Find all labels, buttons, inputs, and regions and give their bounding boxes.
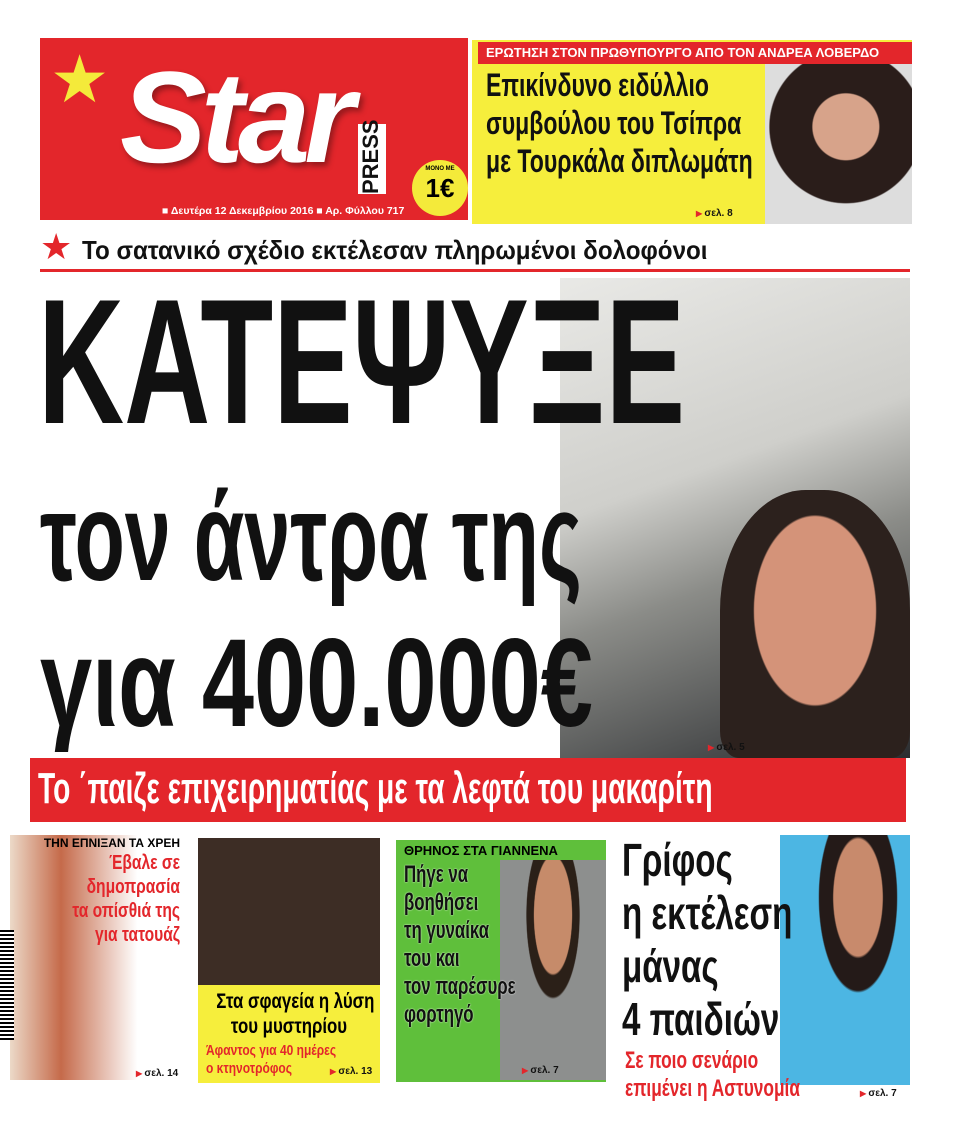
story-page-ref: ▶ σελ. 7 <box>860 1088 897 1100</box>
teaser-line: με Τουρκάλα διπλωμάτη <box>486 143 753 179</box>
story-headline-line: μάνας <box>622 940 719 992</box>
lead-page-ref: ▶ σελ. 5 <box>708 742 745 754</box>
story-page-ref: ▶ σελ. 14 <box>136 1068 178 1080</box>
story-kicker: ΤΗΝ ΕΠΝΙΞΑΝ ΤΑ ΧΡΕΗ <box>43 836 180 850</box>
barcode <box>0 930 14 1040</box>
subhead-banner <box>30 758 906 822</box>
story-headline-line: φορτηγό <box>404 1001 474 1028</box>
story-headline-line: Γρίφος <box>622 834 733 886</box>
story-subhead <box>206 1042 345 1078</box>
headline-line-2: τον άντρα της <box>40 468 582 607</box>
teaser-photo <box>765 62 912 224</box>
story-subhead-line: επιμένει η Αστυνομία <box>625 1075 800 1102</box>
teaser-line: συμβούλου του Τσίπρα <box>486 105 742 141</box>
story-1 <box>30 836 180 947</box>
story-headline <box>622 834 792 1046</box>
story-subhead-line: ο κτηνοτρόφος <box>206 1060 292 1077</box>
teaser-kicker: ΕΡΩΤΗΣΗ ΣΤΟΝ ΠΡΩΘΥΠΟΥΡΓΟ ΑΠΟ ΤΟΝ ΑΝΔΡΕΑ ΛΟΒΕΡΔΟ <box>478 42 912 64</box>
story-subhead-line: Σε ποιο σενάριο <box>625 1047 759 1074</box>
story-subhead-line: Άφαντος για 40 ημέρες <box>206 1042 337 1059</box>
story-headline-line: του και <box>404 945 460 972</box>
headline-line-1: ΚΑΤΕΨΥΞΕ <box>38 262 686 461</box>
masthead <box>40 38 468 220</box>
story-headline-line: βοηθήσει <box>404 889 479 916</box>
story-headline <box>216 989 375 1039</box>
story-headline-line: Έβαλε σε <box>109 852 180 874</box>
story-subhead <box>625 1047 800 1103</box>
story-headline-line: τον παρέσυρε <box>404 973 516 1000</box>
story-kicker: ΘΡΗΝΟΣ ΣΤΑ ΓΙΑΝΝΕΝΑ <box>404 843 558 858</box>
teaser-headline <box>486 66 766 180</box>
story-headline-line: του μυστηρίου <box>230 1015 348 1038</box>
star-icon: ★ <box>50 42 110 116</box>
teaser-page-ref: ▶ σελ. 8 <box>696 208 733 220</box>
story-page-ref: ▶ σελ. 13 <box>330 1066 372 1078</box>
star-icon: ★ <box>40 226 73 267</box>
teaser-line: Επικίνδυνο ειδύλλιο <box>486 67 709 103</box>
story-headline-line: τη γυναίκα <box>404 917 490 944</box>
headline-line-3: για 400.000€ <box>40 614 593 753</box>
story-headline-line: Πήγε να <box>404 861 469 888</box>
story-photo <box>500 860 606 1080</box>
story-headline-line: 4 παιδιών <box>622 993 780 1045</box>
story-page-ref: ▶ σελ. 7 <box>522 1065 559 1077</box>
story-headline-line: τα οπίσθιά της <box>72 900 180 922</box>
subhead-text: Το ΄παιζε επιχειρηματίας με τα λεφτά του μακαρίτη <box>38 764 713 813</box>
story-headline <box>404 861 516 1029</box>
price-value: 1€ <box>425 173 455 203</box>
press-label: PRESS <box>358 124 386 194</box>
lead-portrait <box>720 490 910 758</box>
story-headline-line: η εκτέλεση <box>622 887 793 939</box>
story-headline <box>63 851 180 947</box>
issue-date: ■ Δευτέρα 12 Δεκεμβρίου 2016 ■ Αρ. Φύλλου 717 <box>162 205 405 217</box>
price-label: ΜΟΝΟ ΜΕ <box>425 166 455 172</box>
story-headline-line: δημοπρασία <box>86 876 180 898</box>
lead-kicker-text: Το σατανικό σχέδιο εκτέλεσαν πληρωμένοι δολοφόνοι <box>82 235 708 265</box>
story-headline-line: Στα σφαγεία η λύση <box>216 990 375 1013</box>
logo: Star <box>120 44 349 190</box>
price-badge <box>412 160 468 216</box>
story-headline-line: για τατουάζ <box>95 924 180 946</box>
